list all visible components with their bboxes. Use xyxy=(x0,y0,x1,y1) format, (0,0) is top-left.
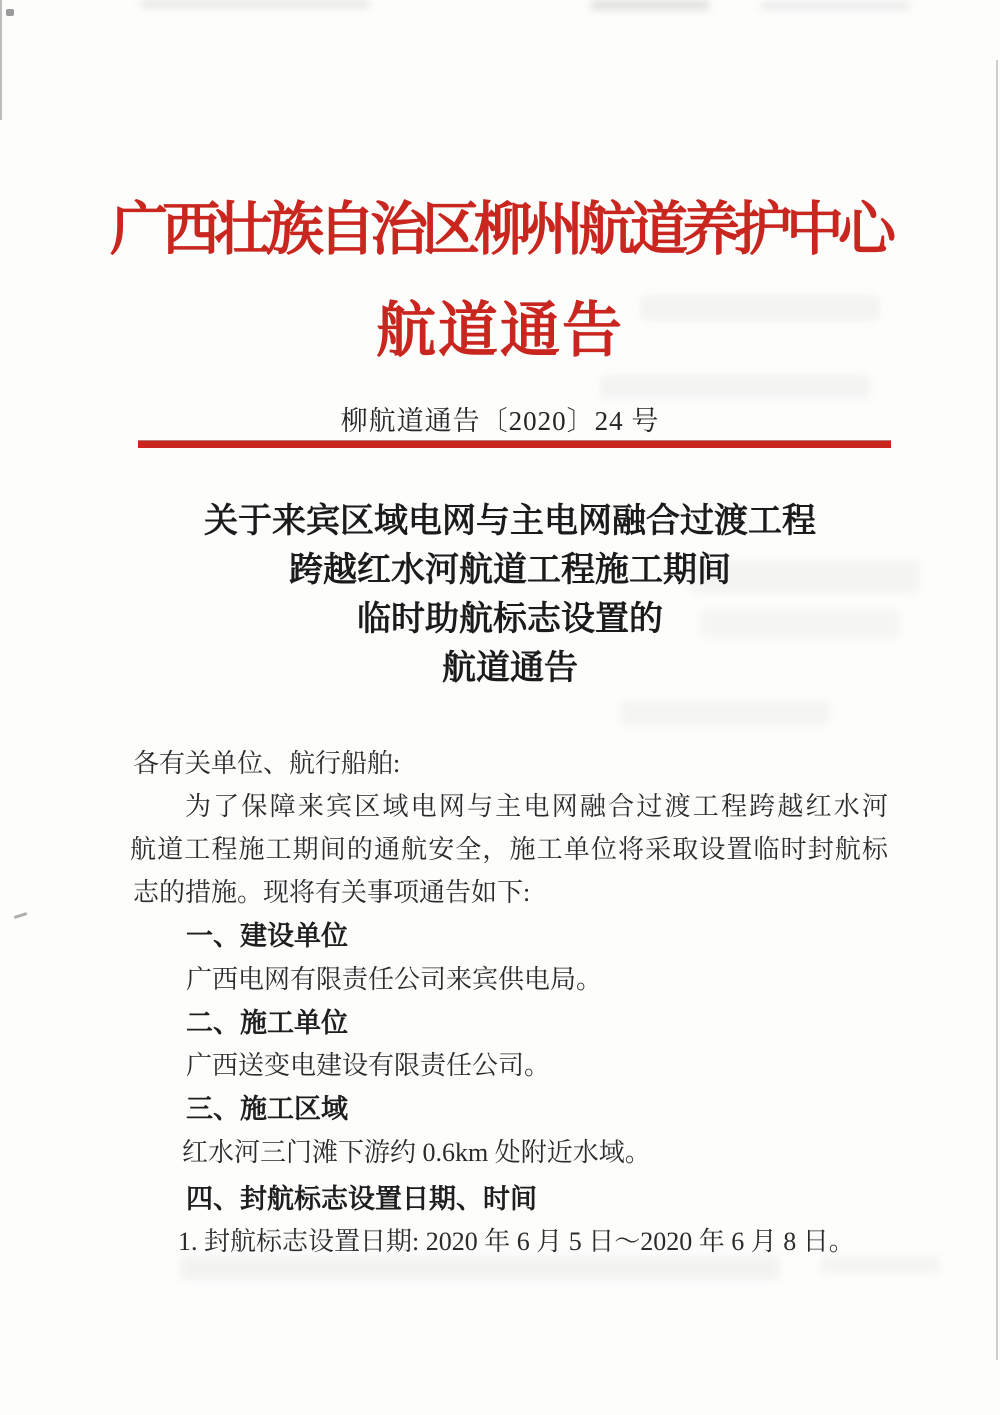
scan-tick-mark xyxy=(14,912,27,919)
subject-title xyxy=(10,497,1000,693)
bleed-through xyxy=(600,375,870,399)
page-edge-left xyxy=(0,0,2,120)
subject-line-2: 跨越红水河航道工程施工期间 xyxy=(289,552,731,589)
section-4-content: 1. 封航标志设置日期: 2020 年 6 月 5 日～2020 年 6 月 8 日。 xyxy=(178,1227,855,1256)
red-divider-line xyxy=(138,441,891,448)
letterhead-org-title: 广西壮族自治区柳州航道养护中心 xyxy=(109,197,890,262)
scan-artifact xyxy=(590,0,710,10)
scan-artifact xyxy=(140,0,370,8)
section-1-heading: 一、建设单位 xyxy=(186,921,348,951)
intro-line-2: 航道工程施工期间的通航安全，施工单位将采取设置临时封航标 xyxy=(130,835,888,864)
section-3-content: 红水河三门滩下游约 0.6km 处附近水域。 xyxy=(182,1138,651,1167)
subject-line-1: 关于来宾区域电网与主电网融合过渡工程 xyxy=(204,503,816,540)
section-1-content: 广西电网有限责任公司来宾供电局。 xyxy=(186,965,603,994)
intro-line-1: 为了保障来宾区域电网与主电网融合过渡工程跨越红水河 xyxy=(185,792,888,821)
document-number: 柳航道通告〔2020〕24 号 xyxy=(340,406,660,436)
bleed-through xyxy=(180,1256,780,1280)
letterhead-doc-type: 航道通告 xyxy=(376,298,624,364)
section-4-heading: 四、封航标志设置日期、时间 xyxy=(186,1184,537,1214)
salutation: 各有关单位、航行船舶: xyxy=(133,749,401,778)
section-2-heading: 二、施工单位 xyxy=(186,1008,348,1038)
subject-line-4: 航道通告 xyxy=(442,650,578,687)
bleed-through xyxy=(620,700,830,726)
section-2-content: 广西送变电建设有限责任公司。 xyxy=(186,1051,551,1080)
intro-line-3: 志的措施。现将有关事项通告如下: xyxy=(133,878,531,907)
scan-artifact xyxy=(760,2,910,10)
section-3-heading: 三、施工区域 xyxy=(186,1094,348,1124)
scan-speck xyxy=(6,9,14,16)
subject-line-3: 临时助航标志设置的 xyxy=(357,601,663,638)
